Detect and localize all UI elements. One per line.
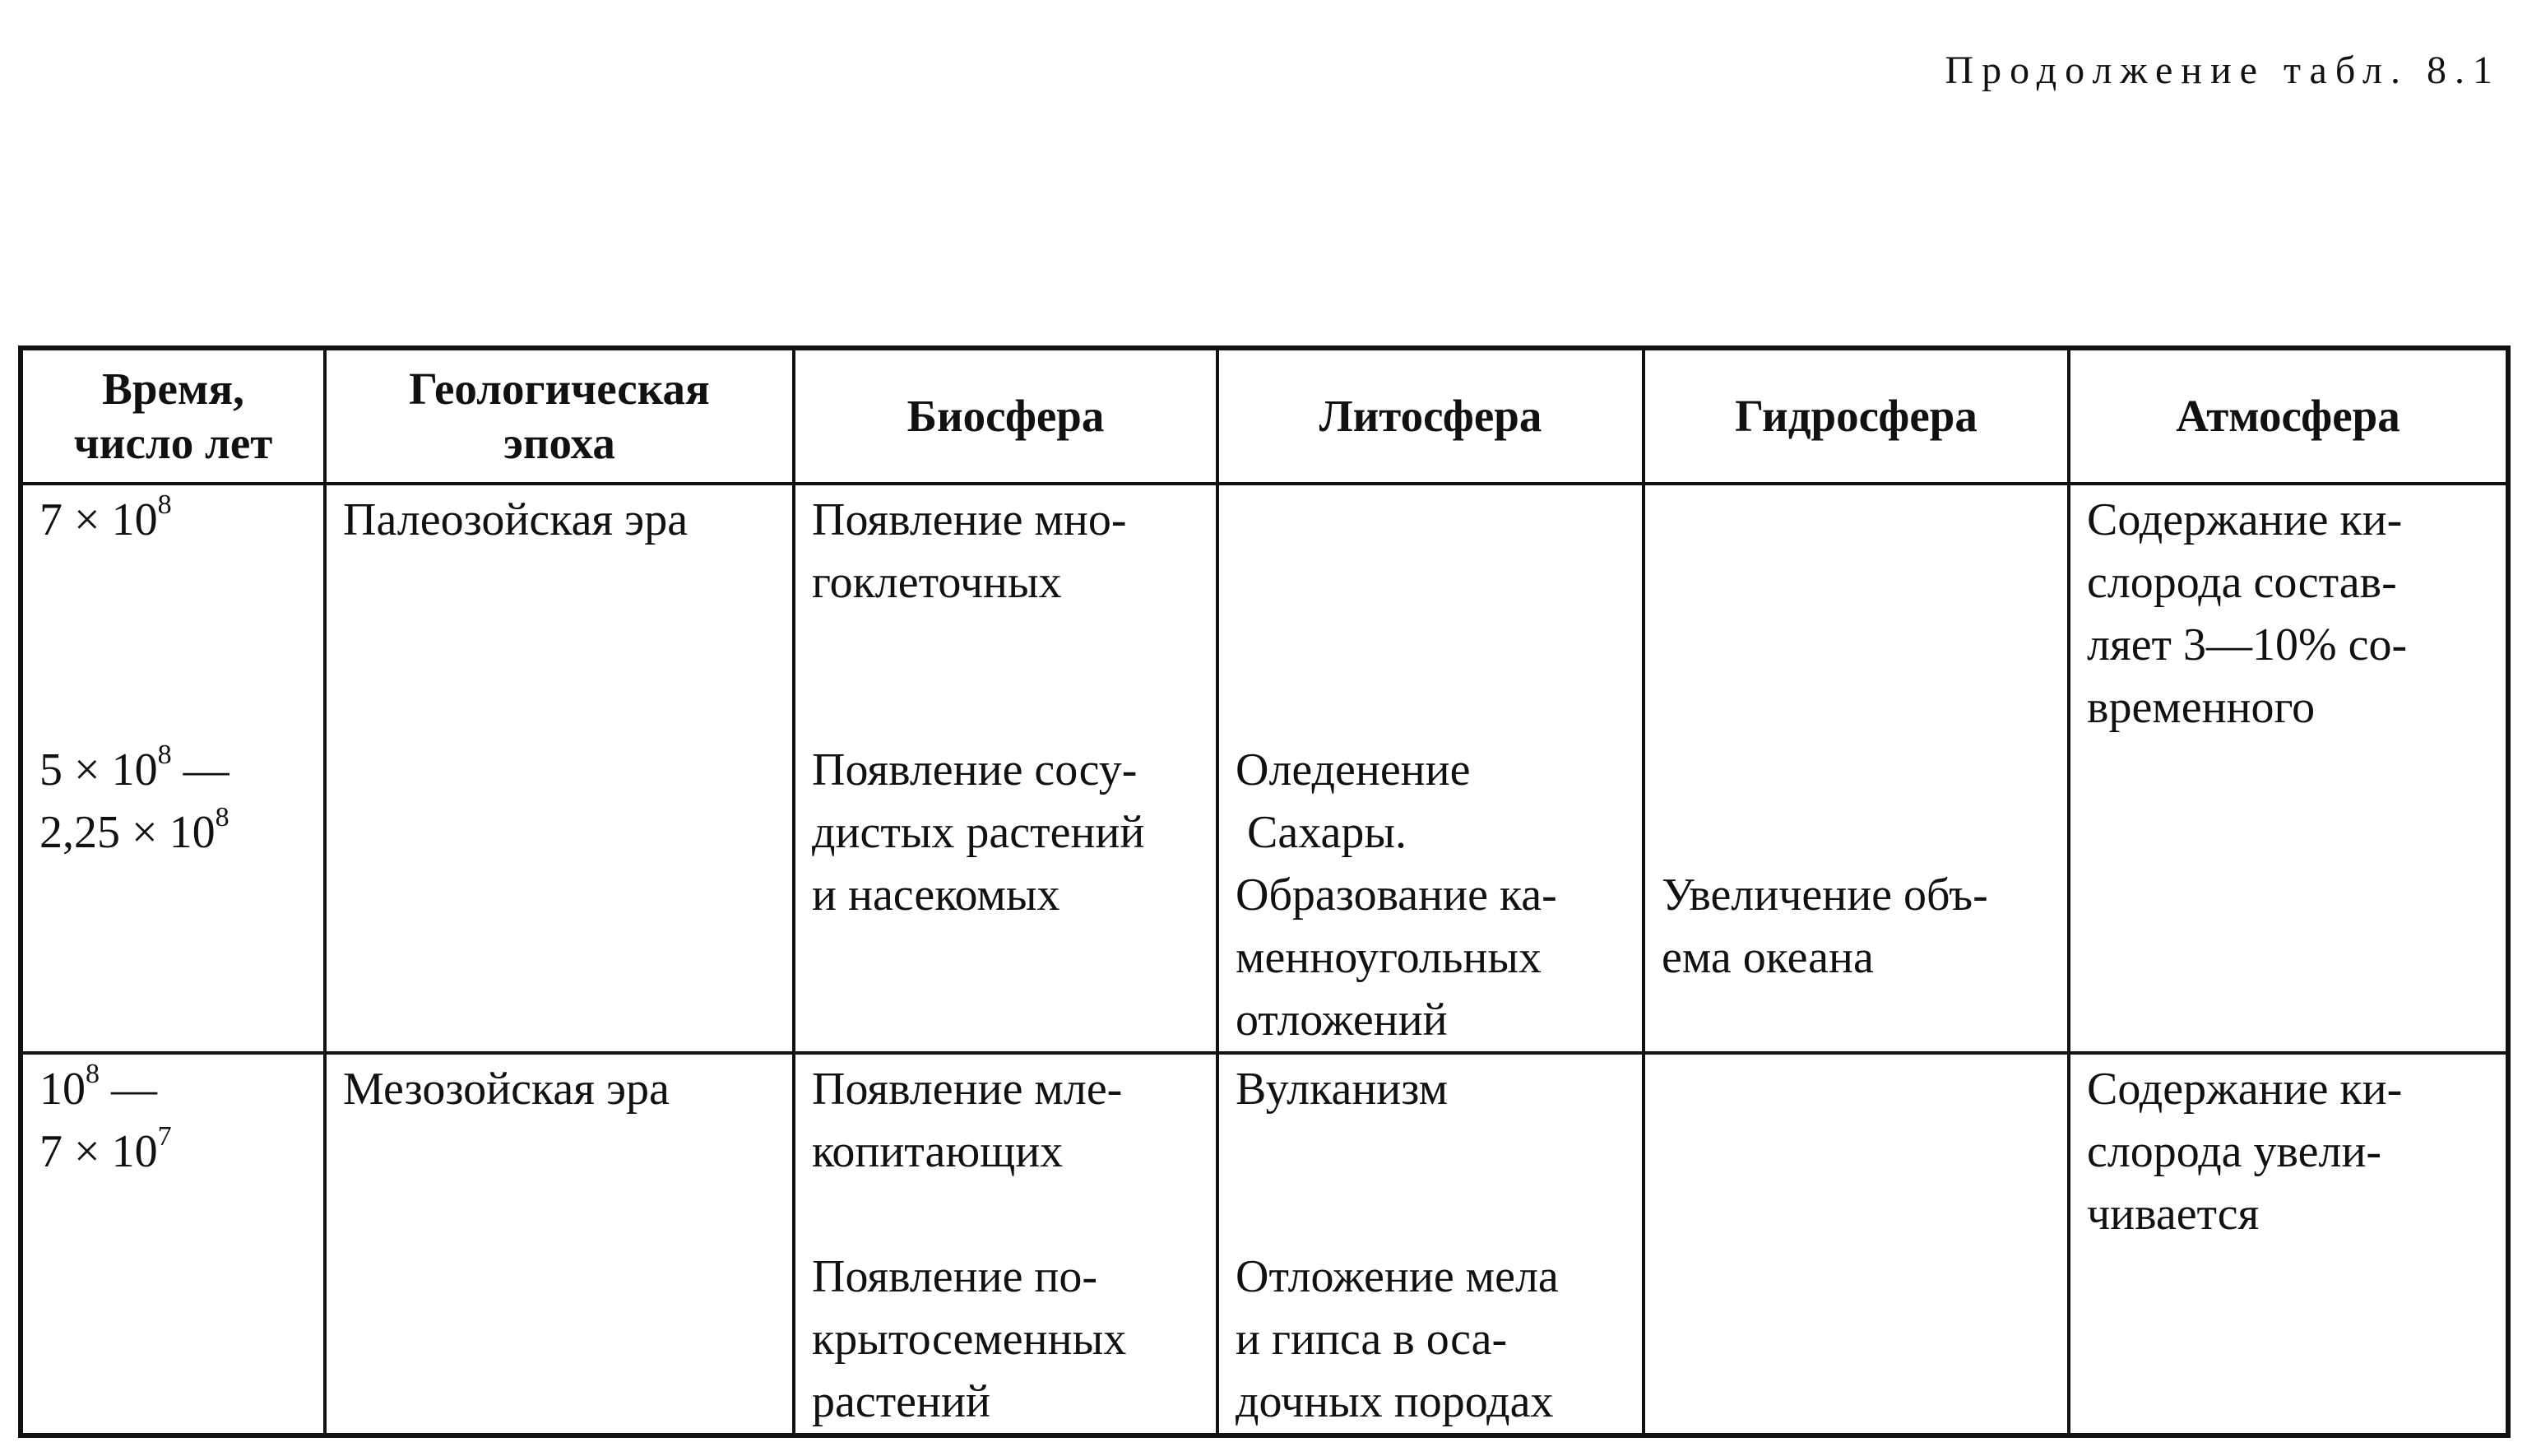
- biosphere-text: копитающих: [812, 1126, 1064, 1177]
- cell-biosphere: [794, 484, 1217, 1053]
- table-row-mesozoic: [21, 1053, 2508, 1435]
- header-lithosphere: Литосфера: [1217, 348, 1644, 484]
- cell-hydrosphere: [1644, 1053, 2069, 1435]
- table-caption: Продолжение табл. 8.1: [1945, 49, 2501, 92]
- biosphere-text: крытосеменных: [812, 1314, 1127, 1365]
- cell-epoch: [325, 484, 794, 1053]
- table-row-paleozoic: [21, 484, 2508, 1053]
- cell-lithosphere: [1217, 1053, 1644, 1435]
- time-value: $2,25 \times 10^8$: [39, 802, 230, 858]
- table-header-row: [21, 348, 2508, 484]
- time-value: $7 \times 10^7$: [39, 1121, 172, 1177]
- hydrosphere-text: Увеличение объ-: [1662, 869, 1988, 920]
- biosphere-text: Появление по-: [812, 1251, 1098, 1302]
- header-epoch-line1: Геологическая: [409, 364, 710, 414]
- lithosphere-text: дочных породах: [1236, 1376, 1554, 1427]
- lithosphere-text: и гипса в оса-: [1236, 1314, 1508, 1365]
- header-epoch-line2: эпоха: [503, 418, 615, 468]
- time-value: $7 \times 10^8$: [39, 489, 172, 545]
- cell-biosphere: [794, 1053, 1217, 1435]
- atmosphere-text: чивается: [2087, 1189, 2260, 1240]
- biosphere-text: гоклеточных: [812, 557, 1062, 608]
- time-value: $5 \times 10^8$ —: [39, 740, 230, 795]
- biosphere-text: Появление сосу-: [812, 744, 1138, 795]
- lithosphere-text: Отложение мела: [1236, 1251, 1559, 1302]
- atmosphere-text: временного: [2087, 682, 2316, 733]
- biosphere-text: растений: [812, 1376, 990, 1427]
- cell-atmosphere: [2069, 484, 2508, 1053]
- atmosphere-text: слорода состав-: [2087, 557, 2397, 608]
- lithosphere-text: Образование ка-: [1236, 869, 1557, 920]
- time-value: $10^8$ —: [39, 1059, 157, 1115]
- hydrosphere-text: ема океана: [1662, 932, 1874, 983]
- atmosphere-text: Содержание ки-: [2087, 494, 2403, 545]
- cell-lithosphere: [1217, 484, 1644, 1053]
- cell-hydrosphere: [1644, 484, 2069, 1053]
- epoch-name: Мезозойская эра: [343, 1064, 670, 1115]
- header-atmosphere: Атмосфера: [2069, 348, 2508, 484]
- cell-epoch: [325, 1053, 794, 1435]
- atmosphere-text: Содержание ки-: [2087, 1064, 2403, 1115]
- lithosphere-text: Сахары.: [1236, 807, 1407, 858]
- biosphere-text: дистых растений: [812, 807, 1145, 858]
- cell-time: [21, 1053, 325, 1435]
- atmosphere-text: слорода увели-: [2087, 1126, 2382, 1177]
- lithosphere-text: Вулканизм: [1236, 1064, 1449, 1115]
- lithosphere-text: отложений: [1236, 995, 1448, 1046]
- header-time: [21, 348, 325, 484]
- cell-atmosphere: [2069, 1053, 2508, 1435]
- lithosphere-text: менноугольных: [1236, 932, 1542, 983]
- atmosphere-text: ляет 3—10% со-: [2087, 619, 2408, 670]
- header-biosphere: Биосфера: [794, 348, 1217, 484]
- biosphere-text: Появление мле-: [812, 1064, 1123, 1115]
- cell-time: [21, 484, 325, 1053]
- header-time-line1: Время,: [102, 364, 244, 414]
- header-epoch: [325, 348, 794, 484]
- header-time-line2: число лет: [73, 418, 273, 468]
- lithosphere-text: Оледенение: [1236, 744, 1471, 795]
- header-hydrosphere: Гидросфера: [1644, 348, 2069, 484]
- geological-table: [18, 345, 2511, 1438]
- biosphere-text: и насекомых: [812, 869, 1060, 920]
- epoch-name: Палеозойская эра: [343, 494, 689, 545]
- biosphere-text: Появление мно-: [812, 494, 1127, 545]
